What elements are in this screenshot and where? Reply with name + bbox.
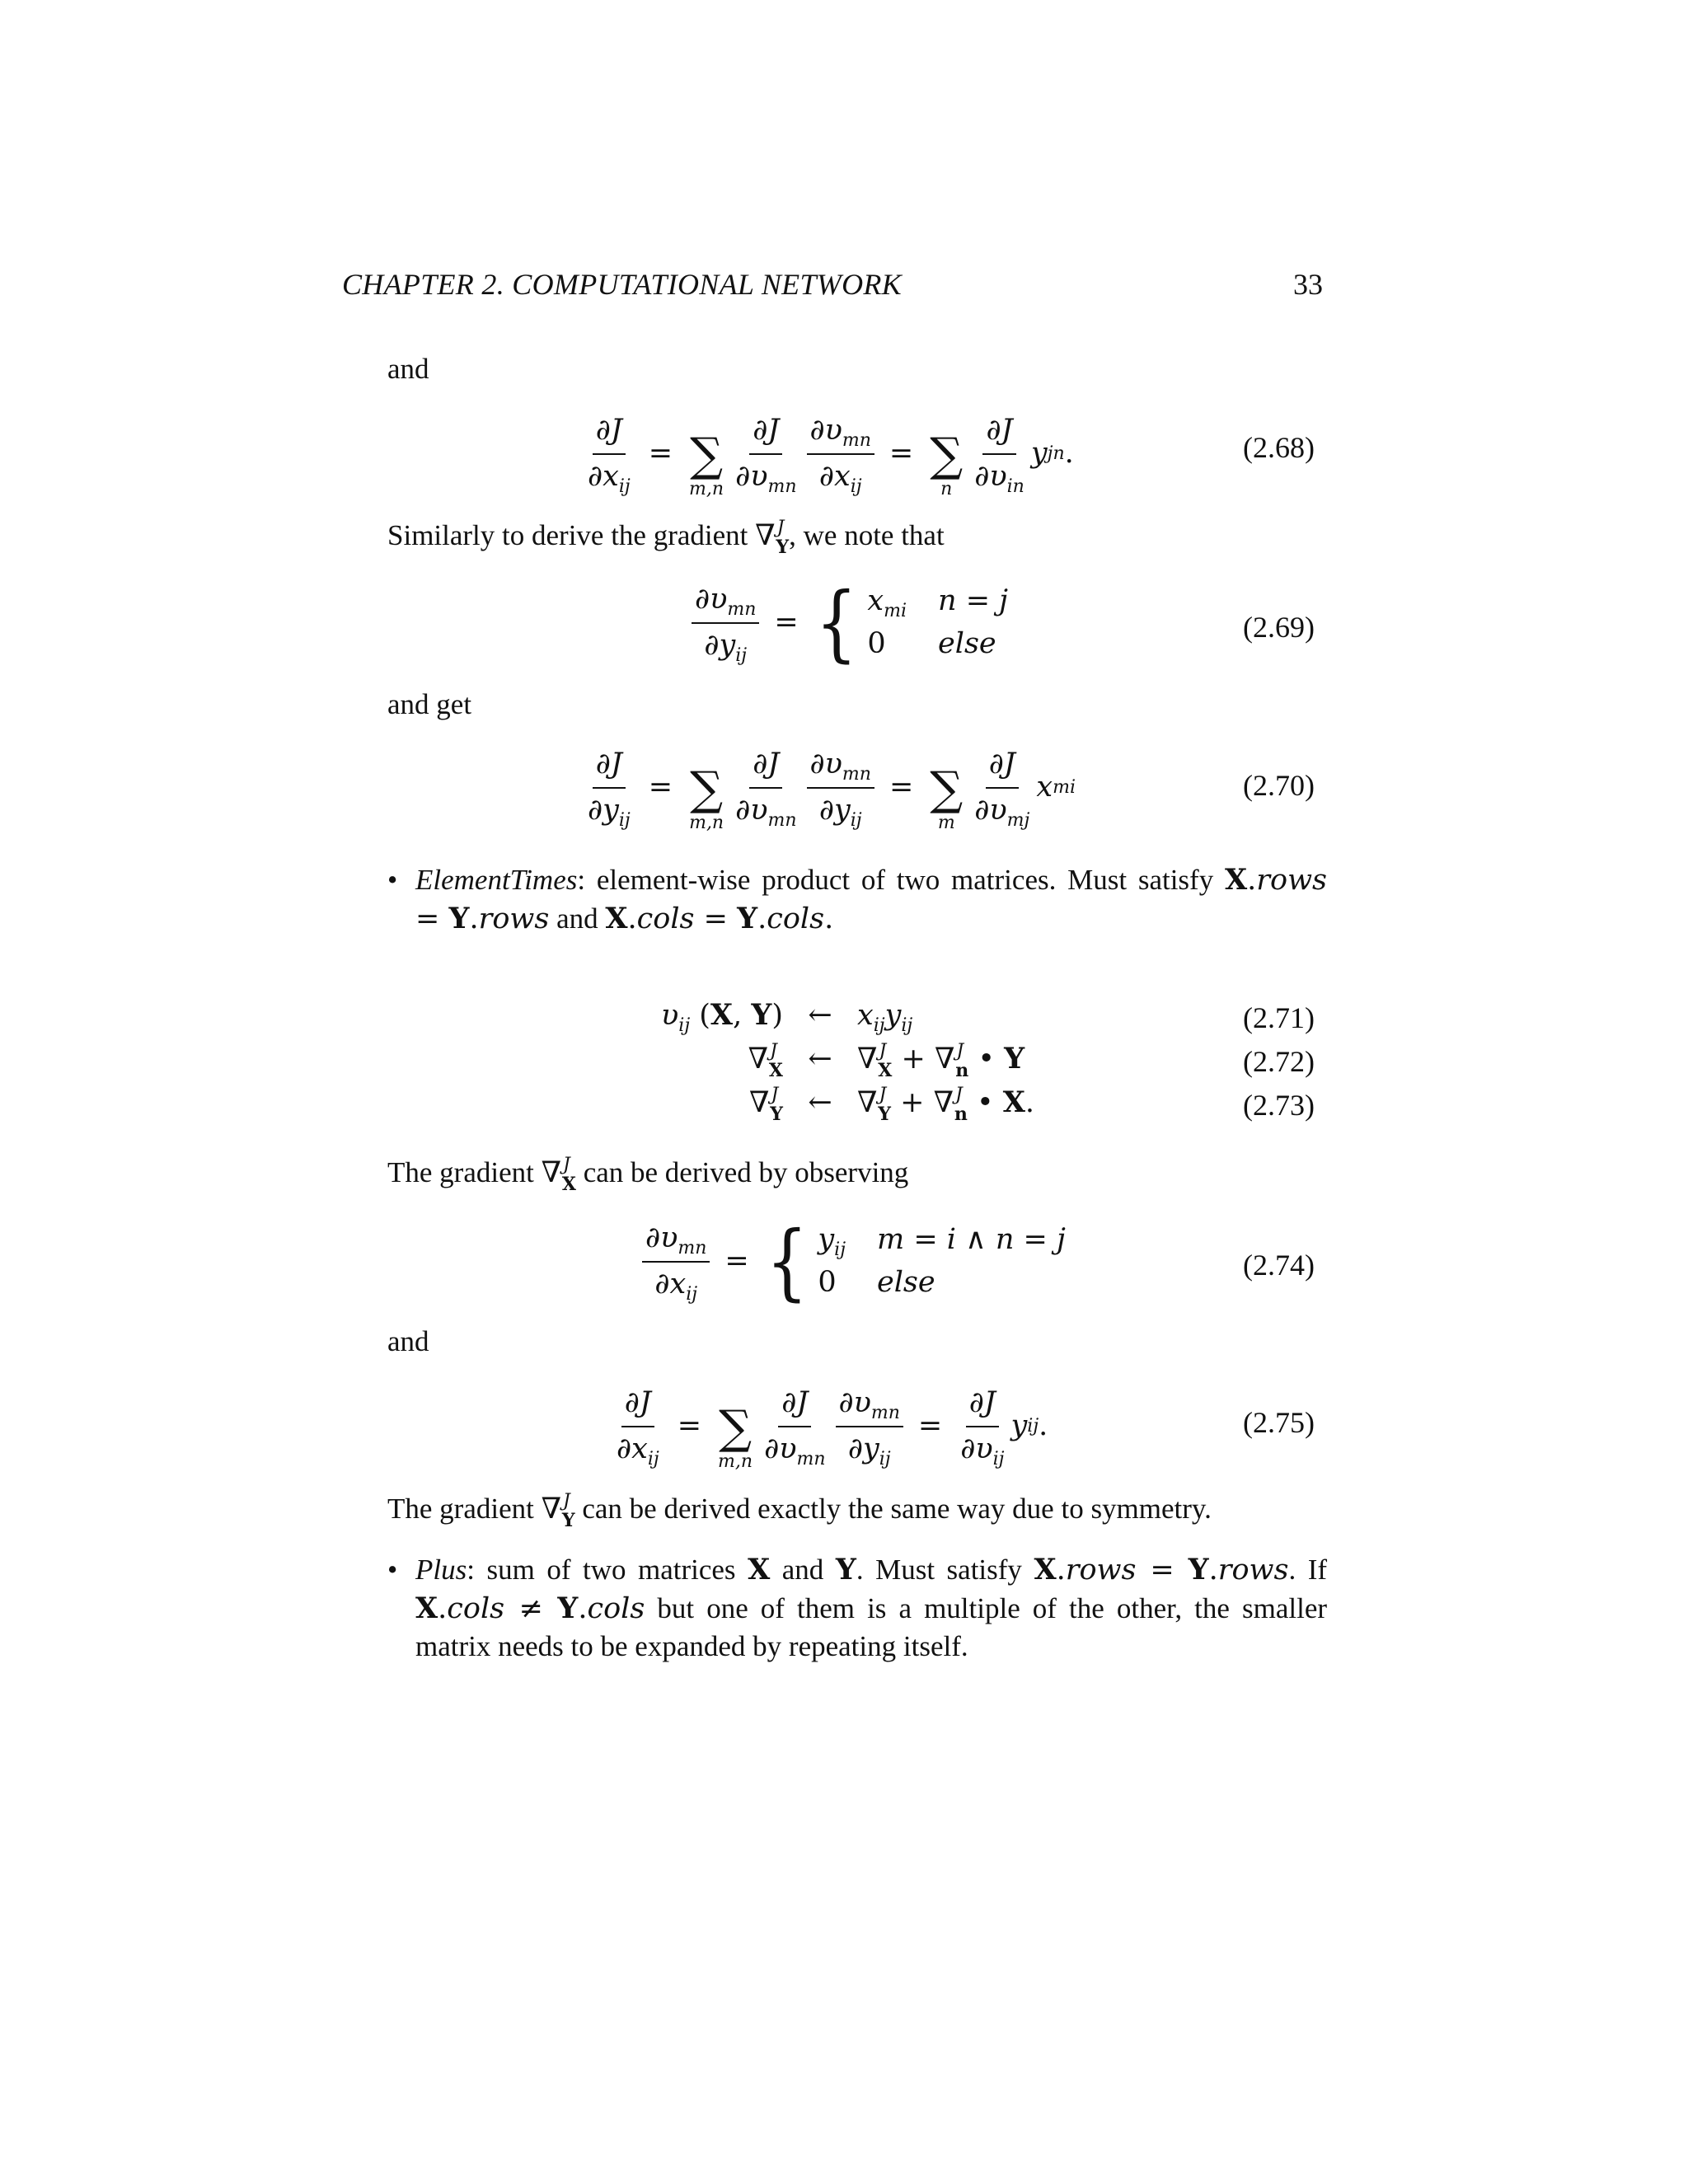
equation-2-68: $\frac{\partial J}{\partial x_{ij}}$ = ∑ m,n $\frac{\partial J}{\partial\upsilon_{mn}}$ $\frac{\partial\upsilon_{mn}}{\partial x_{ij}}$ = ∑ n $\frac{\partial J}{\partial\upsilon_{in}}$ y jn . (588, 414, 1074, 499)
equation-2-69: $\frac{\partial\upsilon_{mn}}{\partial y_{ij}}$ = { $x_{mi}$ n = j 0 else (688, 581, 1008, 664)
bullet-icon: • (387, 864, 398, 896)
equation-number: (2.73) (1243, 1089, 1315, 1122)
running-head: CHAPTER 2. COMPUTATIONAL NETWORK (342, 268, 902, 301)
text-and-get: and get (387, 688, 472, 720)
equation-2-70: $\frac{\partial J}{\partial y_{ij}}$ = ∑ m,n $\frac{\partial J}{\partial\upsilon_{mn}}$ $\frac{\partial\upsilon_{mn}}{\partial y_{ij}}$ = ∑ m $\frac{\partial J}{\partial\upsilon_{mj}}$ x mi (588, 748, 1076, 833)
equation-number: (2.70) (1243, 769, 1315, 802)
equation-number: (2.68) (1243, 431, 1315, 464)
text-and-1: and (387, 353, 429, 385)
bullet-plus: • Plus: sum of two matrices X and Y. Must satisfy X.rows = Y.rows. If X.cols ≠ Y.cols but one of them is a multiple of the other, the smaller matrix needs to be expanded by repeating itself. (387, 1553, 1328, 1662)
bullet-element-times: • ElementTimes: element-wise product of two matrices. Must satisfy X.rows = Y.rows and X.cols = Y.cols. (387, 863, 1328, 935)
text-gradient-y: The gradient ∇$^J_Y$ can be derived exactly the same way due to symmetry. (387, 1491, 1212, 1531)
text-and-2: and (387, 1325, 429, 1357)
equation-number: (2.75) (1243, 1406, 1315, 1439)
page-number: 33 (1293, 268, 1323, 301)
equation-2-74: $\frac{\partial\upsilon_{mn}}{\partial x_{ij}}$ = { $y_{ij}$ m = i ∧ n = j 0 else (639, 1220, 1066, 1303)
equation-2-75: $\frac{\partial J}{\partial x_{ij}}$ = ∑ m,n $\frac{\partial J}{\partial\upsilon_{mn}}$ $\frac{\partial\upsilon_{mn}}{\partial y_{ij}}$ = $\frac{\partial J}{\partial\upsilon_{ij}}$ y ij . (617, 1386, 1048, 1472)
page-header (342, 265, 1323, 307)
equation-number: (2.71) (1243, 1001, 1315, 1034)
bullet-icon: • (387, 1554, 398, 1586)
equation-number: (2.72) (1243, 1045, 1315, 1078)
equation-number: (2.74) (1243, 1249, 1315, 1282)
text-gradient-x: The gradient ∇$^J_X$ can be derived by observing (387, 1155, 909, 1195)
text-similarly: Similarly to derive the gradient ∇$^J_Y$, we note that (387, 518, 945, 558)
equation-group-2-71-2-73: $\upsilon_{ij}$ (X, Y) ← $x_{ij}y_{ij}$ ∇$^J_X$ ← ∇$^J_X$ + ∇$^J_n$ • Y ∇$^J_Y$ ← ∇$^J_Y$ + ∇$^J_n$ • X. (661, 998, 1035, 1126)
equation-number: (2.69) (1243, 611, 1315, 644)
